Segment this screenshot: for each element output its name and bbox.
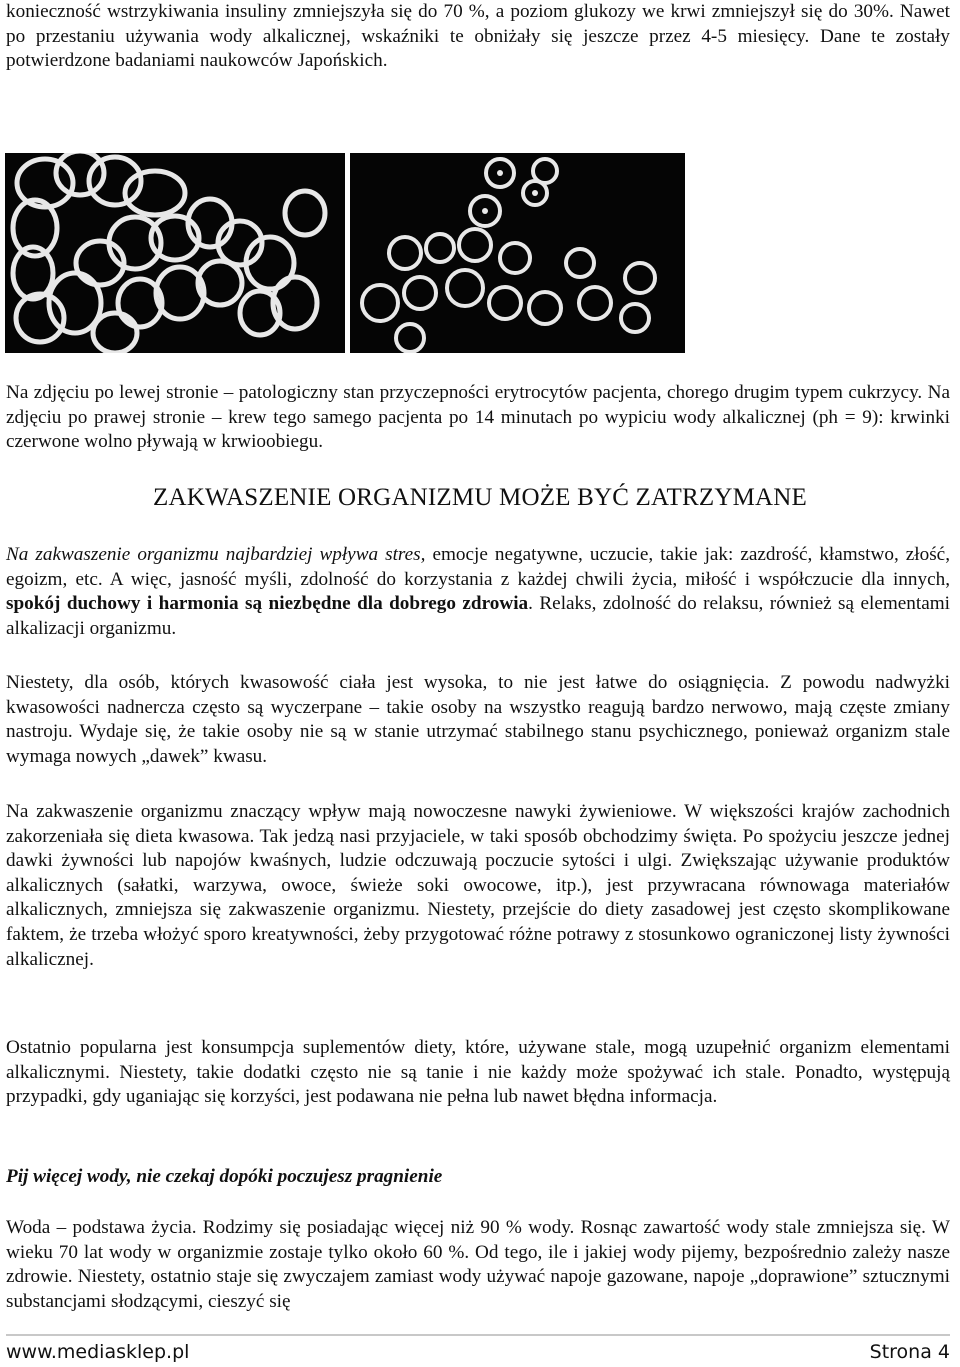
clumped-erythrocytes-image [5,153,345,353]
paragraph-acidity: Niestety, dla osób, których kwasowość ciała jest wysoka, to nie jest łatwe do osiągnięcia. Z powodu nadwyżki kwasowości nadnercza często są wyczerpane – takie osoby na wszystko reagują bardzo nerwowo, mają częste zmiany nastroju. Wydaje się, że takie osoby nie są w stanie utrzymać stabilnego stanu psychicznego, ponieważ organizm stale wymaga nowych „dawek” kwasu. [6,672,950,767]
footer-site-link[interactable]: www.mediasklep.pl [6,1341,190,1363]
paragraph-stress [6,543,950,641]
section-heading: ZAKWASZENIE ORGANIZMU MOŻE BYĆ ZATRZYMANE [153,484,807,511]
stress-italic-text: Na zakwaszenie organizmu najbardziej wpływa stres, [6,544,426,565]
paragraph-supplements: Ostatnio popularna jest konsumpcja suplementów diety, które, używane stale, mogą uzupełnić organizm elementami alkalicznymi. Niestety, takie dodatki często nie są tanie i nie każdy może spożywać ich stale. Ponadto, występują przypadki, gdy uganiając się korzyści, jest podawana nie pełna lub nawet błędna informacja. [6,1037,950,1108]
free-erythrocytes-image [350,153,685,353]
stress-text-4: . Relaks, zdolność do relaksu, również są elementami alkalizacji organizmu. [6,593,950,639]
blood-cells-photo [5,153,685,353]
stress-bold-text: spokój duchowy i harmonia są niezbędne dla dobrego zdrowia [6,593,529,615]
footer-divider [6,1334,950,1336]
footer-page-number: Strona 4 [869,1341,950,1363]
paragraph-water: Woda – podstawa życia. Rodzimy się posiadając więcej niż 90 % wody. Rosnąc zawartość wody stale zmniejsza się. W wieku 70 lat wody w organizmie zostaje tylko około 60 %. Od tego, ile i jakiej wody pijemy, bezpośrednio zależy nasze zdrowie. Niestety, ostatnio staje się zwyczajem zamiast wody używać napoje gazowane, napoje „doprawione” sztucznymi substancjami słodzącymi, cieszyć się [6,1217,950,1312]
stress-text-2: emocje negatywne, uczucie, takie jak: zazdrość, kłamstwo, złość, egoizm, etc. A więc, jasność myśli, zdolność do korzystania z każdej chwili życia, miłość i współczucie dla innych, [6,544,950,590]
intro-paragraph: konieczność wstrzykiwania insuliny zmniejszyła się do 70 %, a poziom glukozy we krwi zmniejszył się do 30%. Nawet po przestaniu używania wody alkalicznej, wskaźniki te obniżały się jeszcze przez 4-5 miesięcy. Dane te zostały potwierdzone badaniami naukowców Japońskich. [6,1,950,72]
photo-caption: Na zdjęciu po lewej stronie – patologiczny stan przyczepności erytrocytów pacjenta, chorego drugim typem cukrzycy. Na zdjęciu po prawej stronie – krew tego samego pacjenta po 14 minutach po wypiciu wody alkalicznej (ph = 9): krwinki czerwone wolno pływają w krwioobiegu. [6,382,950,453]
subheading-water: Pij więcej wody, nie czekaj dopóki poczujesz pragnienie [6,1166,443,1187]
paragraph-diet: Na zakwaszenie organizmu znaczący wpływ mają nowoczesne nawyki żywieniowe. W większości krajów zachodnich zakorzeniała się dieta kwasowa. Tak jedzą nasi przyjaciele, w taki sposób obchodzimy święta. Po spożyciu jeszcze jednej dawki żywności lub napojów kwaśnych, ludzie odczuwają poczucie sytości i ulgi. Zwiększając używanie produktów alkalicznych (sałatki, warzywa, owoce, świeże soki owocowe, itp.), jest przywracana równowaga materiałów alkalicznych, zmniejsza się zakwaszenie organizmu. Niestety, przejście do diety zasadowej jest często skomplikowane faktem, że trzeba włożyć sporo kreatywności, żeby przygotować różne potrawy z stosunkowo ograniczonej listy żywności alkalicznej. [6,801,950,970]
